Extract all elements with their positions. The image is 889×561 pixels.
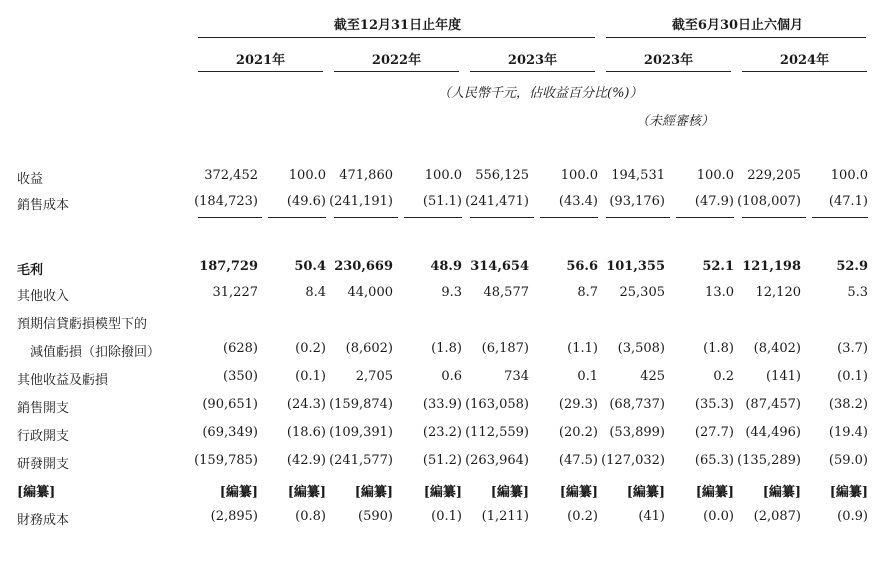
percent-cell: (42.9): [286, 453, 326, 468]
amount-cell: (8,602): [345, 341, 393, 356]
subtotal-rule: [404, 217, 462, 218]
percent-cell: (35.3): [694, 397, 734, 412]
percent-cell: 0.2: [713, 369, 734, 384]
percent-cell: 52.1: [702, 259, 734, 274]
percent-cell: [編纂]: [559, 485, 598, 500]
percent-cell: [編纂]: [829, 485, 868, 500]
header-rule-fy: [198, 37, 595, 38]
percent-cell: 0.6: [441, 369, 462, 384]
amount-cell: 187,729: [199, 259, 258, 274]
percent-cell: 100.0: [424, 168, 462, 183]
percent-cell: (0.9): [837, 509, 868, 524]
percent-cell: (0.1): [295, 369, 326, 384]
percent-cell: (3.7): [837, 341, 868, 356]
year-rule: [334, 71, 459, 72]
percent-cell: (0.1): [431, 509, 462, 524]
row-label: 銷售成本: [17, 198, 70, 213]
percent-cell: [編纂]: [695, 485, 734, 500]
percent-cell: [編纂]: [287, 485, 326, 500]
percent-cell: (51.1): [422, 194, 462, 209]
percent-cell: (18.6): [286, 425, 326, 440]
amount-cell: (69,349): [202, 425, 258, 440]
percent-cell: 100.0: [830, 168, 868, 183]
amount-cell: 194,531: [611, 168, 665, 183]
header-six-months-group: 截至6月30日止六個月: [671, 18, 804, 33]
percent-cell: 100.0: [560, 168, 598, 183]
percent-cell: (0.0): [703, 509, 734, 524]
percent-cell: 9.3: [441, 285, 462, 300]
amount-cell: 229,205: [747, 168, 801, 183]
amount-cell: 372,452: [204, 168, 258, 183]
amount-cell: (241,471): [465, 194, 529, 209]
percent-cell: 56.6: [566, 259, 598, 274]
amount-cell: (1,211): [481, 509, 529, 524]
percent-cell: (59.0): [828, 453, 868, 468]
amount-cell: (350): [223, 369, 258, 384]
amount-cell: (628): [223, 341, 258, 356]
percent-cell: 8.7: [577, 285, 598, 300]
amount-cell: [編纂]: [762, 485, 801, 500]
amount-cell: (6,187): [481, 341, 529, 356]
row-label: 收益: [17, 172, 44, 187]
percent-cell: (23.2): [422, 425, 462, 440]
amount-cell: (53,899): [609, 425, 665, 440]
percent-cell: (33.9): [422, 397, 462, 412]
row-label: 財務成本: [17, 513, 70, 528]
subtotal-rule: [606, 217, 670, 218]
year-rule: [470, 71, 595, 72]
unaudited-note: （未經審核）: [636, 114, 715, 129]
percent-cell: (47.1): [828, 194, 868, 209]
percent-cell: 100.0: [696, 168, 734, 183]
row-label: 毛利: [17, 263, 44, 278]
amount-cell: (87,457): [745, 397, 801, 412]
amount-cell: (2,087): [753, 509, 801, 524]
amount-cell: (2,895): [210, 509, 258, 524]
header-rule-6m: [606, 37, 866, 38]
amount-cell: (159,785): [194, 453, 258, 468]
row-label: 研發開支: [17, 457, 70, 472]
year-header-2024-6m: 2024年: [779, 53, 830, 68]
subtotal-rule: [470, 217, 534, 218]
percent-cell: (65.3): [694, 453, 734, 468]
amount-cell: 230,669: [334, 259, 393, 274]
amount-cell: (108,007): [737, 194, 801, 209]
row-label: 減值虧損（扣除撥回）: [17, 345, 161, 360]
subtotal-rule: [812, 217, 868, 218]
row-label: 其他收益及虧損: [17, 373, 109, 388]
amount-cell: 556,125: [475, 168, 529, 183]
percent-cell: 52.9: [836, 259, 868, 274]
percent-cell: (1.8): [703, 341, 734, 356]
percent-cell: (38.2): [828, 397, 868, 412]
amount-cell: (90,651): [202, 397, 258, 412]
amount-cell: 2,705: [355, 369, 393, 384]
amount-cell: 471,860: [339, 168, 393, 183]
subtotal-rule: [676, 217, 734, 218]
amount-cell: 31,227: [212, 285, 258, 300]
amount-cell: (141): [766, 369, 801, 384]
percent-cell: (0.8): [295, 509, 326, 524]
amount-cell: (590): [358, 509, 393, 524]
amount-cell: (68,737): [609, 397, 665, 412]
amount-cell: (44,496): [745, 425, 801, 440]
amount-cell: (241,191): [329, 194, 393, 209]
percent-cell: (47.9): [694, 194, 734, 209]
percent-cell: (0.1): [837, 369, 868, 384]
percent-cell: 13.0: [705, 285, 734, 300]
percent-cell: (1.1): [567, 341, 598, 356]
subtotal-rule: [268, 217, 326, 218]
percent-cell: (51.2): [422, 453, 462, 468]
year-rule: [606, 71, 731, 72]
amount-cell: (8,402): [753, 341, 801, 356]
header-fiscal-year-group: 截至12月31日止年度: [333, 18, 462, 33]
amount-cell: 44,000: [347, 285, 393, 300]
row-label: 其他收入: [17, 289, 70, 304]
amount-cell: 12,120: [755, 285, 801, 300]
year-header-2022: 2022年: [371, 53, 422, 68]
year-rule: [742, 71, 867, 72]
percent-cell: 0.1: [577, 369, 598, 384]
amount-cell: (135,289): [737, 453, 801, 468]
row-label: 行政開支: [17, 429, 70, 444]
subtotal-rule: [540, 217, 598, 218]
percent-cell: (49.6): [286, 194, 326, 209]
row-label: 預期信貸虧損模型下的: [17, 317, 148, 332]
amount-cell: (127,032): [601, 453, 665, 468]
percent-cell: (47.5): [558, 453, 598, 468]
percent-cell: (1.8): [431, 341, 462, 356]
amount-cell: (241,577): [329, 453, 393, 468]
row-label: [編纂]: [17, 485, 56, 500]
amount-cell: [編纂]: [219, 485, 258, 500]
percent-cell: 50.4: [294, 259, 326, 274]
percent-cell: (27.7): [694, 425, 734, 440]
subtotal-rule: [198, 217, 262, 218]
amount-cell: (184,723): [194, 194, 258, 209]
subtotal-rule: [742, 217, 806, 218]
amount-cell: (163,058): [465, 397, 529, 412]
amount-cell: 121,198: [742, 259, 801, 274]
year-header-2023-6m: 2023年: [643, 53, 694, 68]
amount-cell: (159,874): [329, 397, 393, 412]
percent-cell: 100.0: [288, 168, 326, 183]
amount-cell: (3,508): [617, 341, 665, 356]
amount-cell: (109,391): [329, 425, 393, 440]
percent-cell: (0.2): [567, 509, 598, 524]
percent-cell: 8.4: [305, 285, 326, 300]
amount-cell: [編纂]: [490, 485, 529, 500]
amount-cell: 314,654: [470, 259, 529, 274]
amount-cell: 425: [640, 369, 665, 384]
amount-cell: (41): [638, 509, 665, 524]
amount-cell: 734: [504, 369, 529, 384]
row-label: 銷售開支: [17, 401, 70, 416]
percent-cell: (29.3): [558, 397, 598, 412]
percent-cell: (20.2): [558, 425, 598, 440]
percent-cell: 48.9: [430, 259, 462, 274]
year-rule: [198, 71, 323, 72]
amount-cell: [編纂]: [626, 485, 665, 500]
year-header-2021: 2021年: [235, 53, 286, 68]
amount-cell: 25,305: [619, 285, 665, 300]
percent-cell: (0.2): [295, 341, 326, 356]
amount-cell: 101,355: [606, 259, 665, 274]
unit-note: （人民幣千元，佔收益百分比(%)）: [438, 86, 643, 101]
amount-cell: 48,577: [483, 285, 529, 300]
amount-cell: [編纂]: [354, 485, 393, 500]
percent-cell: 5.3: [847, 285, 868, 300]
year-header-2023: 2023年: [507, 53, 558, 68]
percent-cell: (24.3): [286, 397, 326, 412]
amount-cell: (112,559): [465, 425, 529, 440]
percent-cell: (43.4): [558, 194, 598, 209]
percent-cell: [編纂]: [423, 485, 462, 500]
amount-cell: (263,964): [465, 453, 529, 468]
percent-cell: (19.4): [828, 425, 868, 440]
amount-cell: (93,176): [609, 194, 665, 209]
subtotal-rule: [334, 217, 398, 218]
